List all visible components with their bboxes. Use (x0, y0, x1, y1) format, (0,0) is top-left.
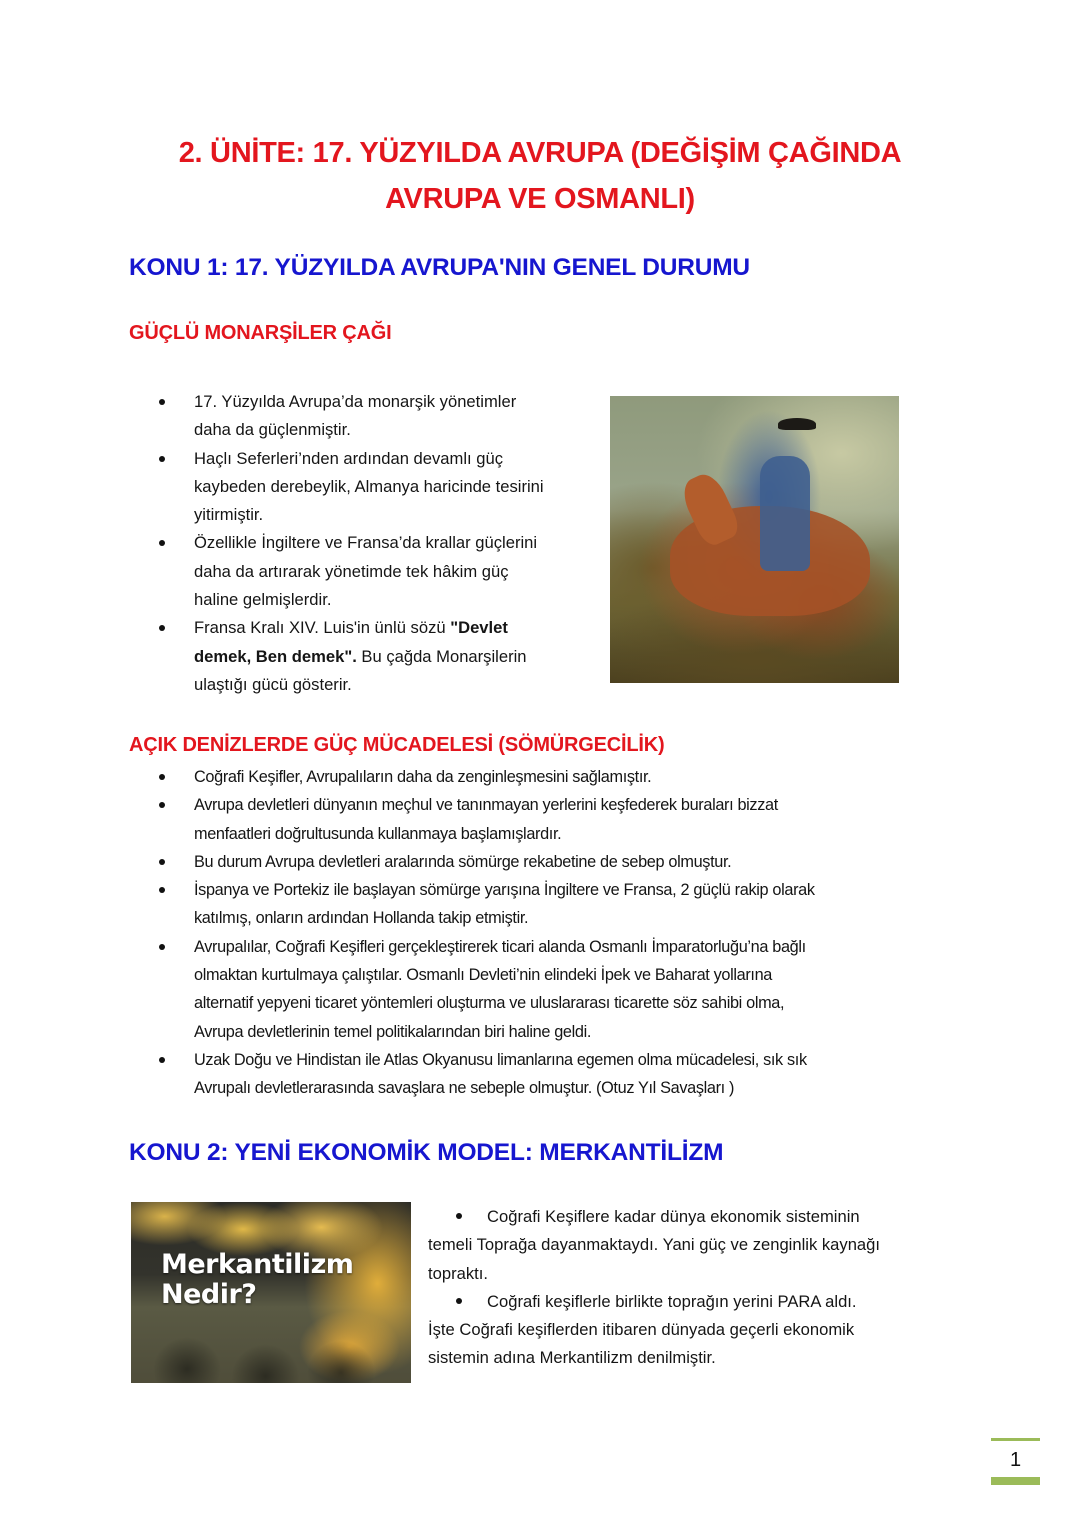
section-strong-monarchies-title: GÜÇLÜ MONARŞİLER ÇAĞI (129, 322, 392, 344)
quote-bold: "Devlet (450, 618, 508, 638)
louis-xiv-equestrian-painting (610, 396, 899, 683)
mercantilism-text (428, 1203, 928, 1373)
monarchies-bullet-list (129, 388, 599, 699)
unit-title (130, 130, 950, 222)
mercantilism-image-caption: Merkantilizm Nedir? (161, 1249, 354, 1310)
mercantilism-paragraph: Coğrafi Keşiflere kadar dünya ekonomik sisteminin temeli Toprağa dayanmaktaydı. Yani güç ve zenginlik kaynağı topraktı. (428, 1207, 880, 1283)
list-item: Uzak Doğu ve Hindistan ile Atlas Okyanusu limanlarına egemen olma mücadelesi, sık sık Avrupalı devletlerarasında savaşlara ne sebeple olmuştur. (Otuz Yıl Savaşları ) (129, 1046, 929, 1103)
section-colonialism-title: AÇIK DENİZLERDE GÜÇ MÜCADELESİ (SÖMÜRGECİLİK) (129, 734, 665, 756)
bullet-icon (456, 1298, 462, 1304)
rider-shape (760, 456, 810, 571)
engraving-figures-shape (131, 1313, 411, 1383)
page-number-top-rule (991, 1438, 1040, 1441)
bullet-icon (159, 456, 165, 462)
bullet-icon (159, 625, 165, 631)
bullet-icon (159, 887, 165, 893)
list-item: Avrupalılar, Coğrafi Keşifleri gerçekleştirerek ticari alanda Osmanlı İmparatorluğu’na bağlı olmaktan kurtulmaya çalıştılar. Osmanlı Devleti’nin elindeki İpek ve Baharat yollarına alternatif yepyeni ticaret yöntemleri oluşturma ve uluslararası ticarette söz sahibi olma, Avrupa devletlerinin temel politikalarından biri haline geldi. (129, 933, 929, 1046)
list-item: 17. Yüzyılda Avrupa’da monarşik yönetimler daha da güçlenmiştir. (129, 388, 599, 445)
list-item: Özellikle İngiltere ve Fransa’da krallar güçlerini daha da artırarak yönetimde tek hâkim güç haline gelmişlerdir. (129, 529, 599, 614)
colonialism-bullet-list (129, 763, 929, 1103)
bullet-icon (159, 1057, 165, 1063)
page-number-block (991, 1438, 1040, 1486)
bullet-icon (159, 859, 165, 865)
list-item: İspanya ve Portekiz ile başlayan sömürge yarışına İngiltere ve Fransa, 2 güçlü rakip olarak katılmış, onların ardından Hollanda takip etmiştir. (129, 876, 929, 933)
bullet-icon (159, 944, 165, 950)
list-item: Avrupa devletleri dünyanın meçhul ve tanınmayan yerlerini keşfederek buraları bizzat menfaatleri doğrultusunda kullanmaya başlamışlardır. (129, 791, 929, 848)
mercantilism-image (131, 1202, 411, 1383)
list-item: Haçlı Seferleri’nden ardından devamlı güç kaybeden derebeylik, Almanya haricinde tesirini yitirmiştir. (129, 445, 599, 530)
unit-title-line-2: AVRUPA VE OSMANLI) (385, 183, 695, 215)
page-number-bottom-rule (991, 1477, 1040, 1485)
bullet-icon (456, 1213, 462, 1219)
list-item: Coğrafi Keşifler, Avrupalıların daha da zenginleşmesini sağlamıştır. (129, 763, 929, 791)
list-item: Fransa Kralı XIV. Luis'in ünlü sözü "Devlet demek, Ben demek". Bu çağda Monarşilerin ulaştığı gücü gösterir. (129, 614, 599, 699)
mercantilism-paragraph: Coğrafi keşiflerle birlikte toprağın yerini PARA aldı. İşte Coğrafi keşiflerden itibaren dünyada geçerli ekonomik sistemin adına Merkantilizm denilmiştir. (428, 1291, 857, 1368)
list-item: Bu durum Avrupa devletleri aralarında sömürge rekabetine de sebep olmuştur. (129, 848, 929, 876)
quote-bold: demek, Ben demek". (194, 646, 357, 666)
topic-2-title: KONU 2: YENİ EKONOMİK MODEL: MERKANTİLİZM (129, 1139, 724, 1166)
page-number: 1 (1009, 1449, 1022, 1471)
bullet-icon (159, 540, 165, 546)
unit-title-line-1: 2. ÜNİTE: 17. YÜZYILDA AVRUPA (DEĞİŞİM ÇAĞINDA (178, 137, 902, 169)
bullet-icon (159, 802, 165, 808)
topic-1-title: KONU 1: 17. YÜZYILDA AVRUPA'NIN GENEL DURUMU (129, 254, 750, 281)
bullet-icon (159, 774, 165, 780)
tricorn-hat-shape (778, 418, 816, 430)
bullet-icon (159, 399, 165, 405)
